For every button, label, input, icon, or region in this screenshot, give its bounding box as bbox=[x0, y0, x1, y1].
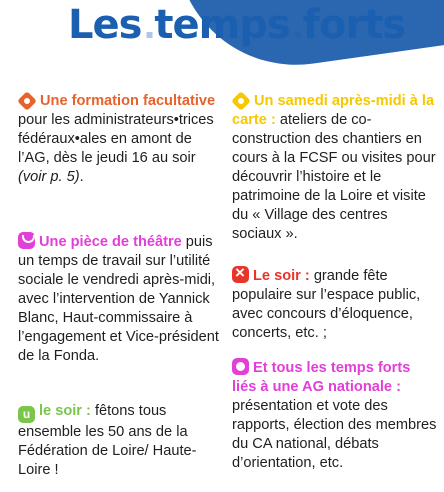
item-text: présentation et vote des rapports, élection des membres du CA national, débats d’orientation, etc. bbox=[232, 398, 437, 471]
x-icon bbox=[232, 266, 249, 283]
dot-icon bbox=[232, 358, 249, 375]
item-lead: le soir : bbox=[39, 403, 91, 419]
item-text: puis un temps de travail sur l’utilité sociale le vendredi après-midi, avec l’intervention de Yannick Blanc, Haut-commissaire à l’engagement et Vice-président de la Fonda. bbox=[18, 234, 219, 364]
item-soir-fete bbox=[232, 266, 437, 343]
item-lead: Le soir : bbox=[253, 268, 310, 284]
item-text: pour les administrateurs•trices fédéraux•ales en amont de l’AG, dès le jeudi 16 au soir bbox=[18, 112, 214, 166]
item-samedi bbox=[232, 92, 437, 244]
item-lead: Une formation facultative bbox=[40, 93, 216, 109]
item-ag-nationale bbox=[232, 358, 437, 473]
smile-icon bbox=[231, 91, 251, 111]
u-icon: u bbox=[18, 406, 35, 423]
smile-icon bbox=[18, 232, 35, 249]
item-formation bbox=[18, 92, 224, 187]
item-note: (voir p. 5) bbox=[18, 169, 80, 185]
item-theatre bbox=[18, 232, 224, 366]
item-end: . bbox=[79, 169, 84, 185]
item-lead: Un samedi après-midi à la carte : bbox=[232, 93, 435, 128]
item-text: grande fête populaire sur l’espace public, avec concours d’éloquence, concerts, etc. ; bbox=[232, 268, 421, 341]
item-text: ateliers de co-construction des chantiers en cours à la FCSF ou visites pour découvrir l’histoire et le patrimoine de la Loire et visite du « Village des centres sociaux ». bbox=[232, 112, 436, 242]
item-lead: Une pièce de théâtre bbox=[39, 234, 182, 250]
diamond-icon bbox=[17, 91, 37, 111]
item-soiree-50ans bbox=[18, 402, 224, 480]
item-text: fêtons tous ensemble les 50 ans de la Fédération de Loire/ Haute-Loire ! bbox=[18, 403, 197, 478]
page-title: Les temps forts bbox=[68, 2, 406, 48]
item-lead: Et tous les temps forts liés à une AG nationale : bbox=[232, 360, 411, 395]
